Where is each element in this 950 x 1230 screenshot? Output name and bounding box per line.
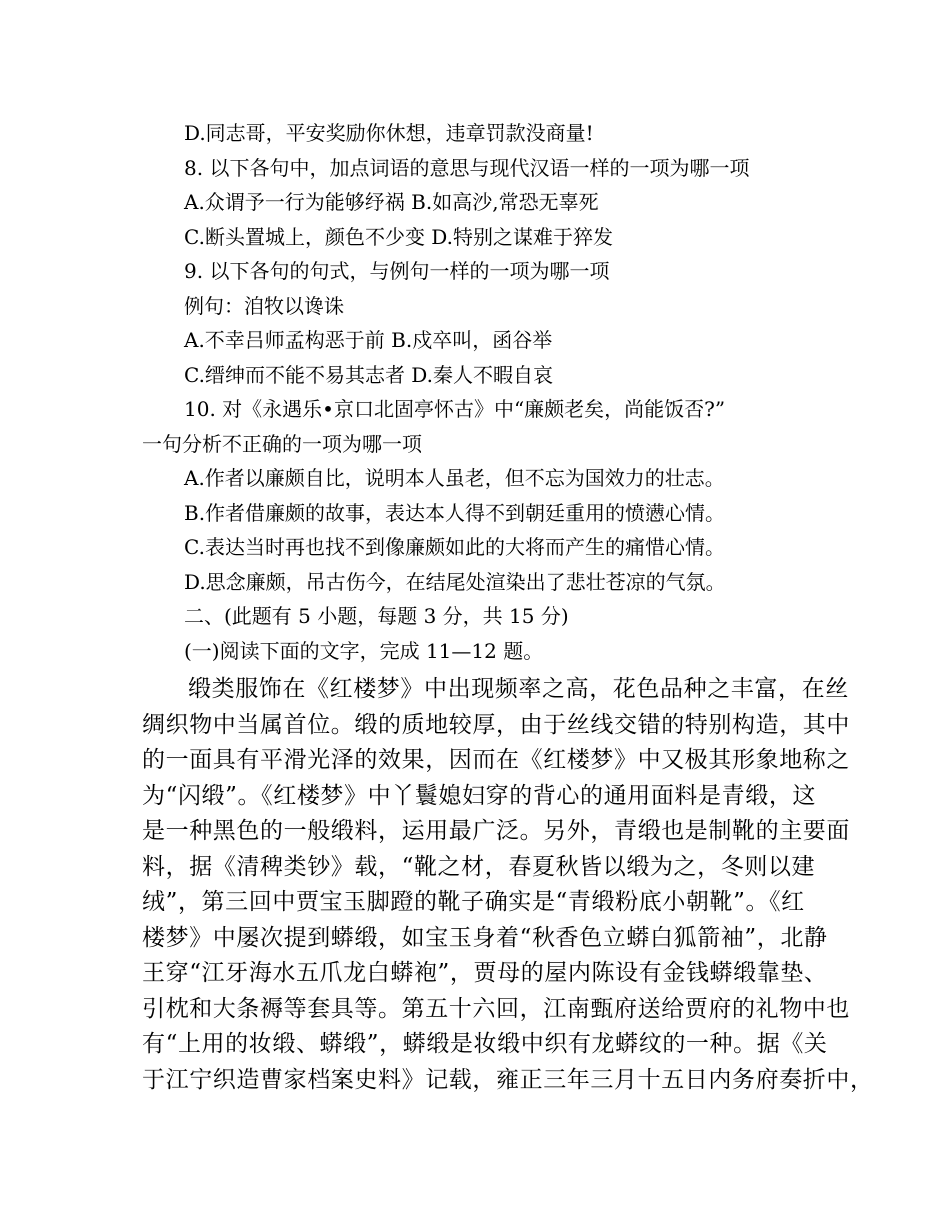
passage-line: 王穿“江牙海水五爪龙白蟒袍”，贾母的屋内陈设有金钱蟒缎靠垫、 — [142, 960, 828, 986]
passage-line: 绸织物中当属首位。缎的质地较厚，由于丝线交错的特别构造，其中 — [142, 711, 850, 738]
question-line: 一句分析不正确的一项为哪一项 — [142, 431, 422, 456]
section-subheading: (一)阅读下面的文字，完成 11—12 题。 — [184, 638, 544, 663]
passage-line: 料，据《清稗类钞》载，“靴之材，春夏秋皆以缎为之，冬则以建 — [142, 853, 816, 880]
passage-line: 引枕和大条褥等套具等。第五十六回，江南甄府送给贾府的礼物中也 — [142, 995, 850, 1022]
question-block — [142, 116, 822, 668]
document-page — [142, 116, 874, 1098]
question-line: 10. 对《永遇乐•京口北固亭怀古》中“廉颇老矣，尚能饭否?” — [184, 397, 726, 421]
question-line: 例句：洎牧以谗诛 — [184, 293, 344, 318]
passage-line: 于江宁织造曹家档案史料》记载，雍正三年三月十五日内务府奏折中， — [142, 1066, 874, 1093]
question-line: D.同志哥，平安奖励你休想，违章罚款没商量! — [184, 121, 594, 145]
question-line: C.表达当时再也找不到像廉颇如此的大将而产生的痛惜心情。 — [184, 535, 725, 559]
question-line: A.不幸吕师孟构恶于前 B.戍卒叫，函谷举 — [184, 328, 553, 352]
question-line: 9. 以下各句的句式，与例句一样的一项为哪一项 — [184, 259, 610, 283]
passage-line: 楼梦》中屡次提到蟒缎，如宝玉身着“秋香色立蟒白狐箭袖”，北静 — [142, 924, 828, 951]
question-line: C.断头置城上，颜色不少变 D.特别之谋难于猝发 — [184, 224, 613, 249]
passage-line: 缎类服饰在《红楼梦》中出现频率之高，花色品种之丰富，在丝 — [188, 676, 849, 702]
question-line: A.众谓予一行为能够纾祸 B.如高沙,常恐无辜死 — [184, 190, 599, 214]
reading-passage — [142, 672, 874, 1098]
question-line: D.思念廉颇，吊古伤今，在结尾处渲染出了悲壮苍凉的气氛。 — [184, 569, 726, 594]
passage-line: 有“上用的妆缎、蟒缎”，蟒缎是妆缎中织有龙蟒纹的一种。据《关 — [142, 1031, 828, 1057]
passage-line: 为“闪缎”。《红楼梦》中丫鬟媳妇穿的背心的通用面料是青缎，这 — [142, 782, 817, 809]
question-line: A.作者以廉颇自比，说明本人虽老，但不忘为国效力的壮志。 — [184, 466, 725, 490]
question-line: C.缙绅而不能不易其志者 D.秦人不暇自哀 — [184, 362, 553, 387]
passage-line: 是一种黑色的一般缎料，运用最广泛。另外，青缎也是制靴的主要面 — [142, 818, 850, 844]
question-line: B.作者借廉颇的故事，表达本人得不到朝廷重用的愤懑心情。 — [184, 500, 726, 525]
question-line: 8. 以下各句中，加点词语的意思与现代汉语一样的一项为哪一项 — [184, 155, 750, 180]
section-heading: 二、(此题有 5 小题，每题 3 分，共 15 分) — [184, 604, 569, 628]
passage-line: 绒”，第三回中贾宝玉脚蹬的靴子确实是“青缎粉底小朝靴”。《红 — [142, 889, 805, 915]
passage-line: 的一面具有平滑光泽的效果，因而在《红楼梦》中又极其形象地称之 — [142, 747, 850, 773]
